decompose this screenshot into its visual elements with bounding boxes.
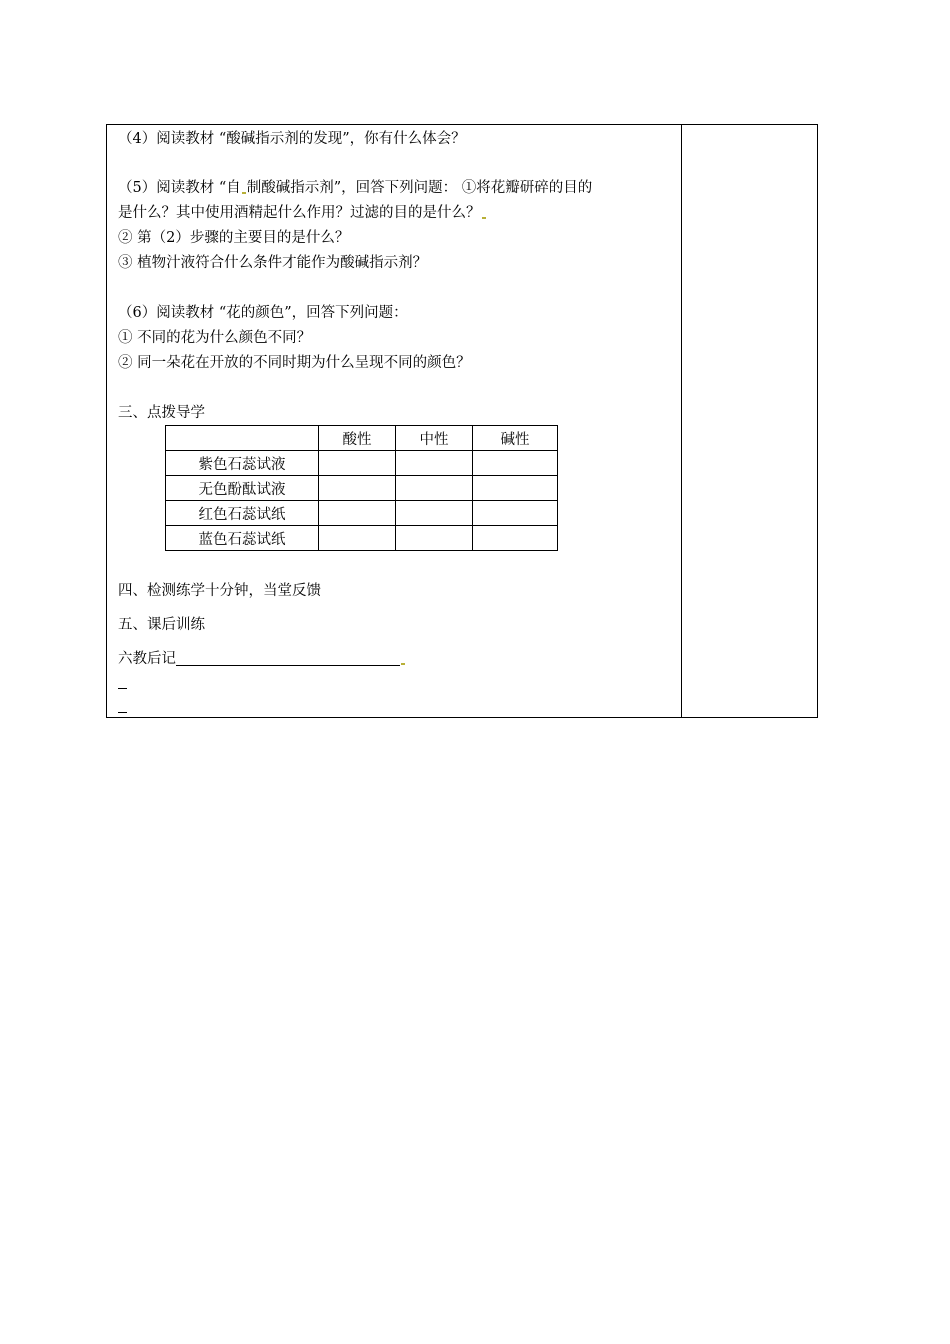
table-row-label: 无色酚酞试液 — [166, 476, 319, 501]
table-row-label: 蓝色石蕊试纸 — [166, 526, 319, 551]
edit-mark — [401, 663, 405, 665]
table-row-label: 红色石蕊试纸 — [166, 501, 319, 526]
table-row — [166, 476, 558, 501]
table-header-cell: 中性 — [396, 426, 473, 451]
section-5-heading: 五、课后训练 — [118, 617, 205, 633]
notes-short-line — [118, 675, 127, 695]
table-cell — [319, 476, 396, 501]
notes-blank-line — [176, 651, 400, 666]
table-header-cell: 碱性 — [473, 426, 558, 451]
question-6-title: （6）阅读教材 “花的颜色”，回答下列问题： — [118, 305, 408, 321]
table-cell — [319, 501, 396, 526]
edit-mark — [242, 192, 246, 194]
table-row — [166, 501, 558, 526]
table-cell — [319, 526, 396, 551]
table-cell — [473, 451, 558, 476]
table-cell — [396, 526, 473, 551]
question-5-part1: （5）阅读教材 “自 — [118, 180, 241, 196]
question-5-line1 — [118, 178, 592, 198]
table-cell — [319, 451, 396, 476]
indicator-table — [165, 425, 558, 551]
table-header-cell — [166, 426, 319, 451]
question-5-part2: 制酸碱指示剂”，回答下列问题： ①将花瓣研碎的目的 — [246, 180, 593, 196]
table-cell — [396, 451, 473, 476]
table-row-label: 紫色石蕊试液 — [166, 451, 319, 476]
question-4: （4）阅读教材 “酸碱指示剂的发现”，你有什么体会？ — [118, 131, 466, 147]
question-5-sub2: ② 第（2）步骤的主要目的是什么？ — [118, 230, 350, 246]
worksheet-frame — [106, 124, 818, 718]
question-5-line2: 是什么？其中使用酒精起什么作用？过滤的目的是什么？ — [118, 203, 487, 223]
question-5-sub3: ③ 植物汁液符合什么条件才能作为酸碱指示剂？ — [118, 255, 428, 271]
column-divider — [681, 125, 682, 717]
table-cell — [396, 501, 473, 526]
table-row — [166, 526, 558, 551]
table-header-cell: 酸性 — [319, 426, 396, 451]
section-3-heading: 三、点拨导学 — [118, 405, 205, 421]
question-6-sub1: ① 不同的花为什么颜色不同？ — [118, 330, 312, 346]
edit-mark — [482, 217, 486, 219]
table-header-row — [166, 426, 558, 451]
table-row — [166, 451, 558, 476]
notes-short-line — [118, 699, 127, 719]
table-cell — [396, 476, 473, 501]
section-6-heading: 六教后记 — [118, 649, 406, 669]
table-cell — [473, 526, 558, 551]
section-4-heading: 四、检测练学十分钟，当堂反馈 — [118, 583, 321, 599]
table-cell — [473, 501, 558, 526]
question-6-sub2: ② 同一朵花在开放的不同时期为什么呈现不同的颜色？ — [118, 355, 471, 371]
table-cell — [473, 476, 558, 501]
